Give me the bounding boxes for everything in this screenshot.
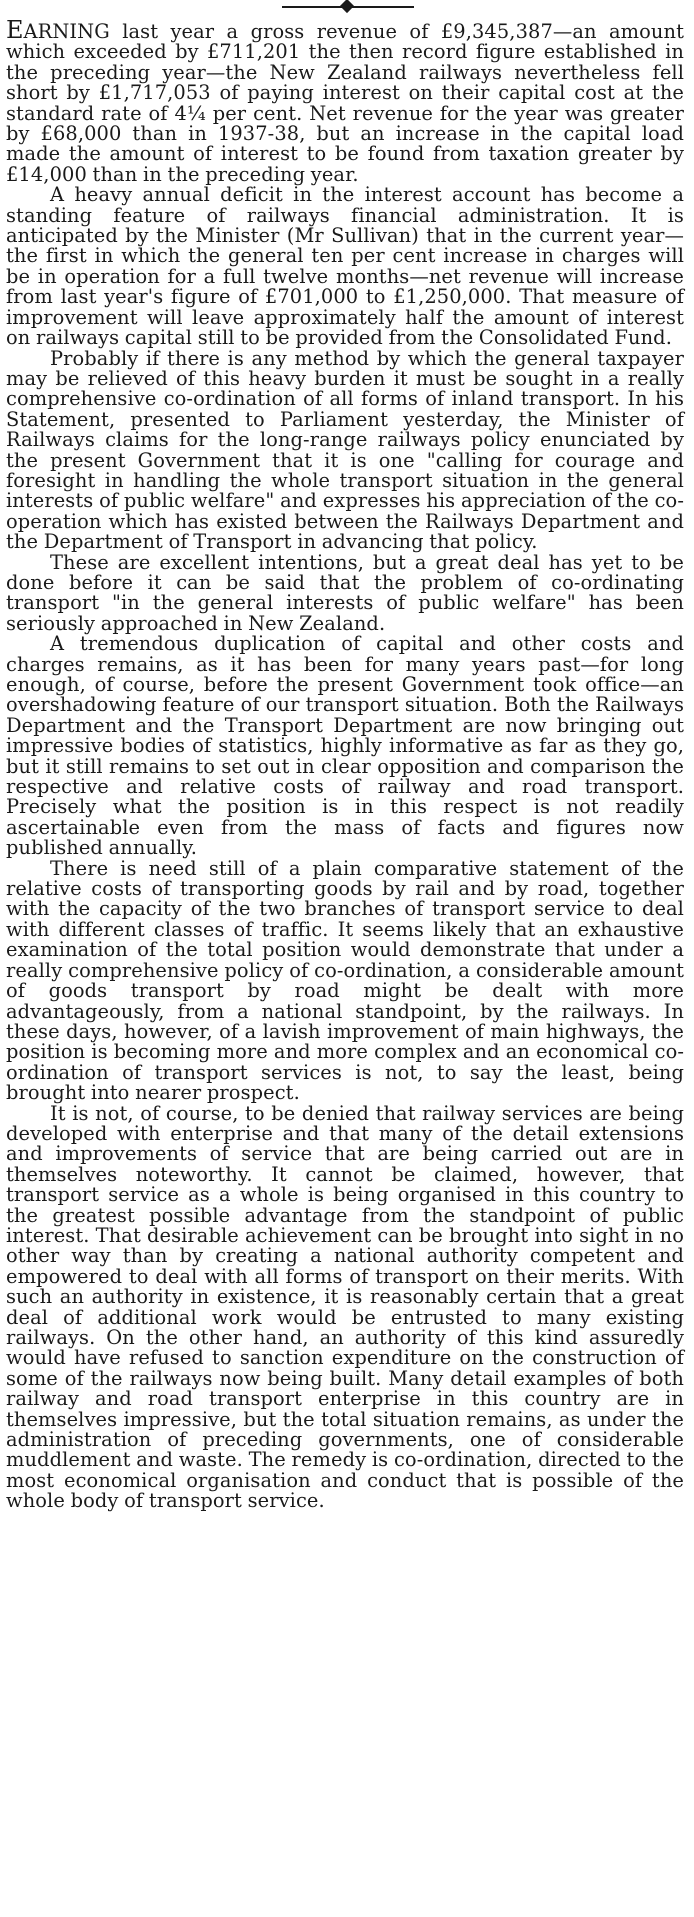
column-ornament [6, 0, 684, 14]
paragraph-2: A heavy annual deficit in the interest account has become a standing feature of railways financial administration. It is anticipated by the Minister (Mr Sullivan) that in the current year—the first in which the general ten per cent increase in charges will be in operation for a full twelve months—net revenue will increase from last year's figure of £701,000 to £1,250,000. That measure of improvement will leave approximately half the amount of interest on railways capital still to be provided from the Consolidated Fund. [6, 183, 684, 350]
paragraph-4: These are excellent intentions, but a great deal has yet to be done before it can be said that the problem of co-ordinating transport "in the general interests of public welfare" has been seriously approached in New Zealand. [6, 550, 684, 635]
paragraph-3: Probably if there is any method by which the general taxpayer may be relieved of this heavy burden it must be sought in a really comprehensive co-ordination of all forms of inland transport. In his Statement, presented to Parliament yesterday, the Minister of Railways claims for the long-range railways policy enunciated by the present Government that it is one "calling for courage and foresight in handling the whole transport situation in the general interests of public welfare" and expresses his appreciation of the co-operation which has existed between the Railways Department and the Department of Transport in advancing that policy. [6, 346, 684, 554]
paragraph-7: It is not, of course, to be denied that railway services are being developed with enterprise and that many of the detail extensions and improvements of service that are being carried out are in themselves noteworthy. It cannot be claimed, however, that transport service as a whole is being organised in this country to the greatest possible advantage from the standpoint of public interest. That desirable achievement can be brought into sight in no other way than by creating a national authority competent and empowered to deal with all forms of transport on their merits. With such an authority in existence, it is reasonably certain that a great deal of additional work would be entrusted to many existing railways. On the other hand, an authority of this kind assuredly would have refused to sanction expenditure on the construction of some of the railways now being built. Many detail examples of both railway and road transport enterprise in this country are in themselves impressive, but the total situation remains, as under the administration of preceding governments, one of considerable muddlement and waste. The remedy is co-ordination, directed to the most economical organisation and conduct that is possible of the whole body of transport service. [6, 1101, 684, 1513]
paragraph-6: There is need still of a plain comparative statement of the relative costs of transporting goods by rail and by road, together with the capacity of the two branches of transport service to deal with different classes of traffic. It seems likely that an exhaustive examination of the total position would demonstrate that under a really comprehensive policy of co-ordination, a considerable amount of goods transport by road might be dealt with more advantageously, from a national standpoint, by the railways. In these days, however, of a lavish improvement of main highways, the position is becoming more and more complex and an economical co-ordination of transport services is not, to say the least, being brought into nearer prospect. [6, 856, 684, 1105]
lead-initial: E [6, 16, 24, 44]
lead-text: ARNING last year a gross revenue of £9,345,387—an amount which exceeded by £711,201 the then record figure established in the preceding year—the New Zealand railways nevertheless fell short by £1,717,053 of paying interest on their capital cost at the standard rate of 4¼ per cent. Net revenue for the year was greater by £68,000 than in 1937-38, but an increase in the capital load made the amount of interest to be found from taxation greater by £14,000 than in the preceding year. [6, 20, 684, 186]
ornament-diamond-icon [340, 0, 354, 13]
paragraph-5: A tremendous duplication of capital and other costs and charges remains, as it has been for many years past—for long enough, of course, before the present Government took office—an overshadowing feature of our transport situation. Both the Railways Department and the Transport Department are now bringing out impressive bodies of statistics, highly informative as far as they go, but it still remains to set out in clear opposition and comparison the respective and relative costs of railway and road transport. Precisely what the position is in this respect is not readily ascertainable even from the mass of facts and figures now published annually. [6, 632, 684, 860]
paragraph-1 [6, 16, 684, 186]
